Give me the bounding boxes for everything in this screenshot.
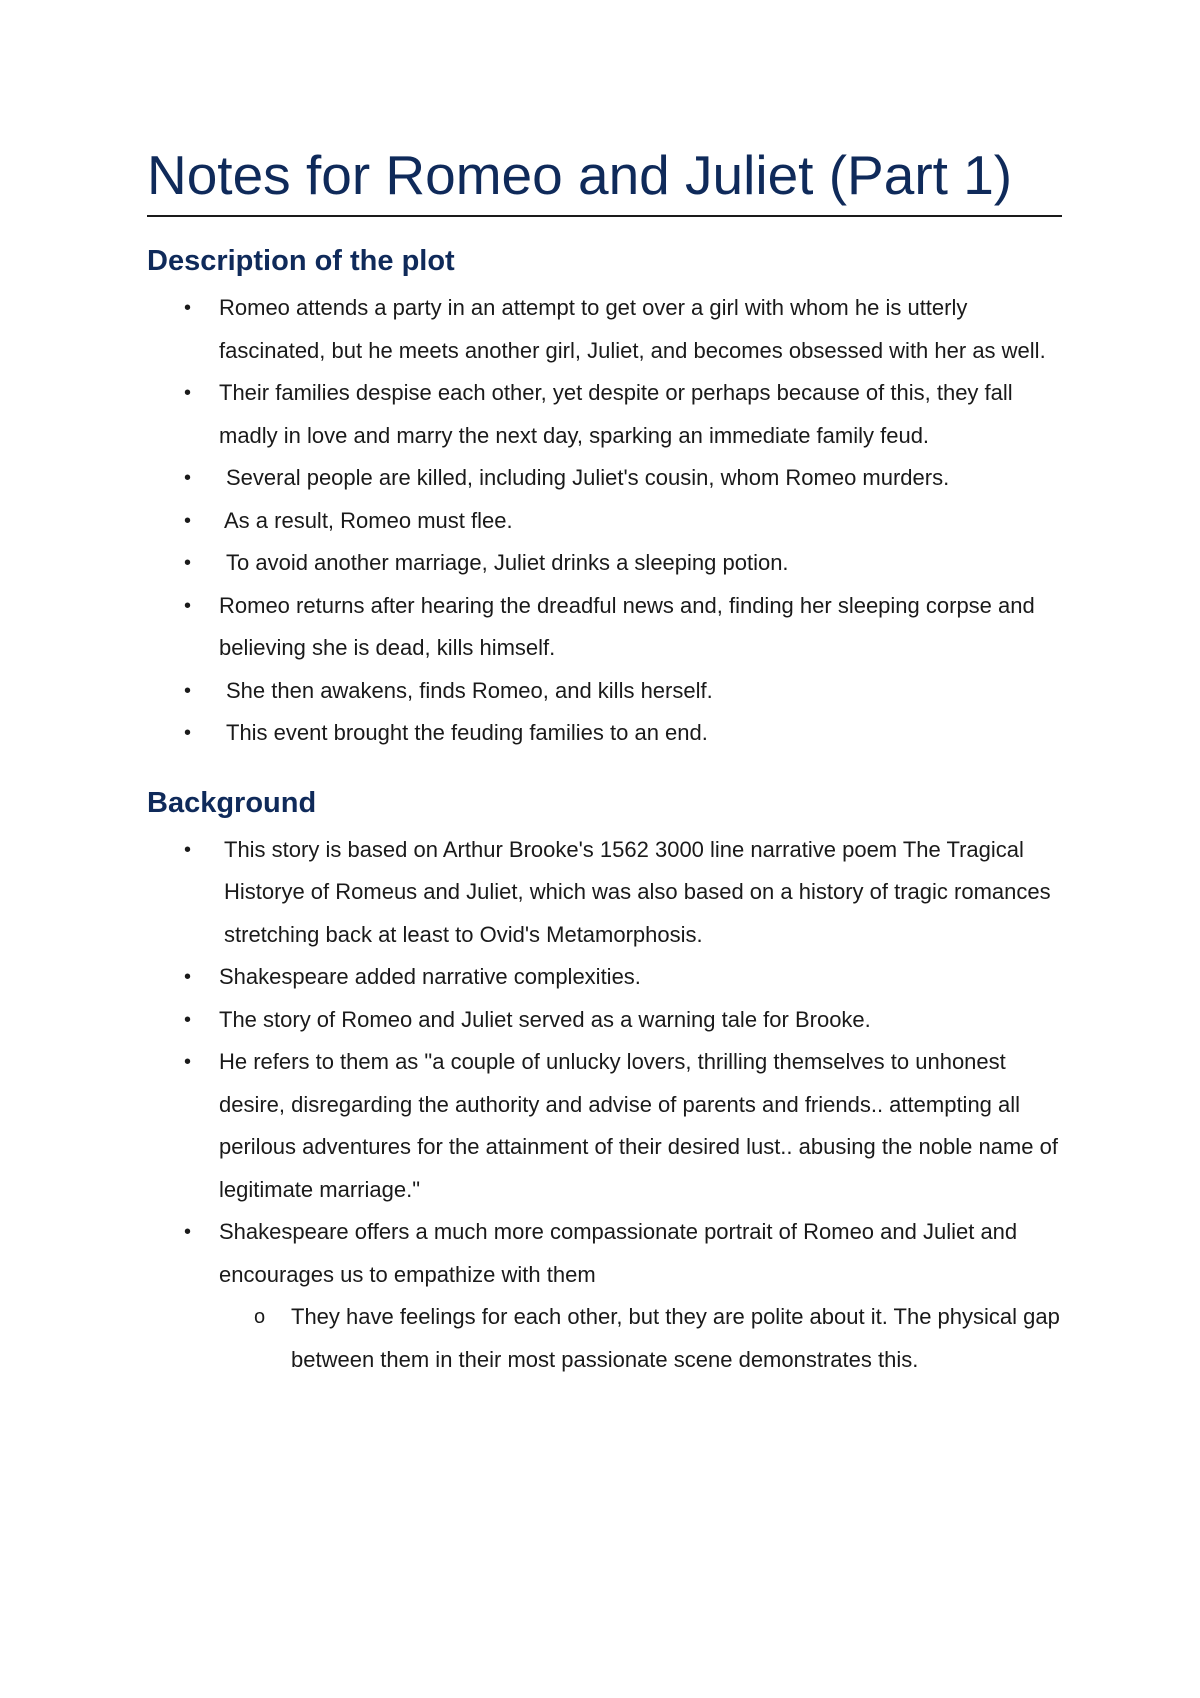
list-item-text: The story of Romeo and Juliet served as a warning tale for Brooke. [219, 1006, 871, 1032]
list-item [147, 670, 1062, 713]
bullet-icon: • [184, 467, 192, 489]
list-item [147, 585, 1062, 670]
list-item-text: To avoid another marriage, Juliet drinks a sleeping potion. [226, 550, 789, 575]
bullet-icon: • [184, 1051, 192, 1073]
list-item [147, 457, 1062, 500]
bullet-icon: • [184, 382, 192, 404]
list-item-text: Their families despise each other, yet despite or perhaps because of this, they fall madly in love and marry the next day, sparking an immediate family feud. [219, 380, 1013, 448]
list-item [147, 829, 1062, 957]
list-item [147, 287, 1062, 372]
bullet-icon: • [184, 966, 192, 988]
list-item [147, 999, 1062, 1042]
bullet-icon: • [184, 297, 192, 319]
bullet-icon: • [184, 1221, 192, 1243]
bullet-icon: • [184, 722, 192, 744]
list-item [147, 500, 1062, 543]
list-item [147, 542, 1062, 585]
plot-bullet-list [147, 287, 1062, 755]
section-heading-plot: Description of the plot [147, 245, 455, 277]
bullet-icon: • [184, 1008, 192, 1031]
document-page [147, 140, 1062, 1381]
section-heading-background: Background [147, 786, 317, 819]
list-item [147, 1041, 1062, 1211]
list-item-text: This story is based on Arthur Brooke's 1562 3000 line narrative poem The Tragical Historye of Romeus and Juliet, which was also based on a history of tragic romances stretching back at least to Ovid's Metamorphosis. [224, 836, 1051, 947]
bullet-icon: • [184, 594, 192, 617]
background-bullet-list [147, 829, 1062, 1382]
list-item-text: Several people are killed, including Juliet's cousin, whom Romeo murders. [226, 465, 950, 490]
list-item-text: As a result, Romeo must flee. [224, 507, 513, 533]
bullet-icon: • [184, 509, 192, 532]
bullet-icon: • [184, 552, 192, 574]
bullet-icon: • [184, 679, 192, 702]
bullet-icon: • [184, 838, 192, 861]
list-item [147, 1211, 1062, 1381]
list-item [147, 956, 1062, 999]
list-item [147, 712, 1062, 755]
sub-list-item [219, 1296, 1062, 1381]
list-item [147, 372, 1062, 457]
list-item-text: This event brought the feuding families to an end. [226, 720, 708, 745]
list-item-text: He refers to them as "a couple of unlucky lovers, thrilling themselves to unhonest desire, disregarding the authority and advise of parents and friends.. attempting all perilous adventures for the attainment of their desired lust.. abusing the noble name of legitimate marriage." [219, 1049, 1058, 1202]
list-item-text: Shakespeare offers a much more compassionate portrait of Romeo and Juliet and encourages us to empathize with them [219, 1219, 1018, 1287]
background-sub-list [219, 1296, 1062, 1381]
list-item-text: Romeo attends a party in an attempt to get over a girl with whom he is utterly fascinated, but he meets another girl, Juliet, and becomes obsessed with her as well. [219, 295, 1046, 363]
document-title: Notes for Romeo and Juliet (Part 1) [147, 140, 1062, 217]
sub-list-item-text: They have feelings for each other, but they are polite about it. The physical gap between them in their most passionate scene demonstrates this. [291, 1304, 1060, 1372]
list-item-text: Romeo returns after hearing the dreadful news and, finding her sleeping corpse and believing she is dead, kills himself. [219, 592, 1035, 660]
list-item-text: She then awakens, finds Romeo, and kills herself. [226, 677, 713, 703]
list-item-text: Shakespeare added narrative complexities. [219, 964, 641, 989]
hollow-bullet-icon: o [254, 1306, 266, 1328]
